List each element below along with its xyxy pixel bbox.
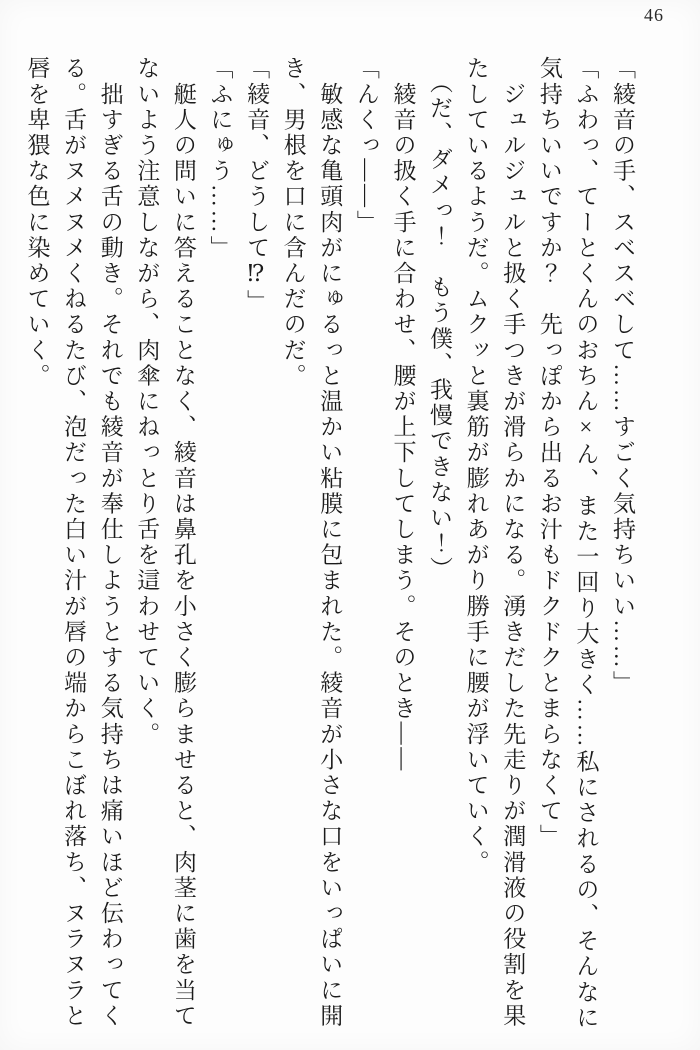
paragraph-dialogue: 「ふわっ、てーとくんのおちん×ん、また一回り大きく……私にされるの、そんなに気持ちいいですか？ 先っぽから出るお汁もドクドクとまらなくて」 <box>536 56 599 1031</box>
paragraph-dialogue: 「綾音の手、スベスベして……すごく気持ちいい……」 <box>610 56 635 696</box>
paragraph-inner-thought: （だ、ダメっ！ もう僕、我慢できない！） <box>427 56 453 583</box>
page-number: 46 <box>644 5 664 25</box>
paragraph-narration: ジュルジュルと扱く手つきが滑らかになる。湧きだした先走りが潤滑液の役割を果たしているようだ。ムクッと裏筋が膨れあがり勝手に腰が浮いていく。 <box>463 56 526 1029</box>
paragraph-dialogue: 「綾音、どうして⁉」 <box>244 56 270 315</box>
paragraph-narration: 綾音の扱く手に合わせ、腰が上下してしまう。そのとき―― <box>390 56 416 773</box>
paragraph-dialogue: 「んくっ――」 <box>353 56 379 236</box>
paragraph-narration: 艇人の問いに答えることなく、綾音は鼻孔を小さく膨らませると、肉茎に歯を当てないよう注意しながら、肉傘にねっとり舌を這わせていく。 <box>134 56 196 1029</box>
vertical-text-block <box>12 56 640 1036</box>
paragraph-dialogue: 「ふにゅう……」 <box>207 56 233 261</box>
paragraph-narration: 敏感な亀頭肉がにゅるっと温かい粘膜に包まれた。綾音が小さな口をいっぱいに開き、男根を口に含んだのだ。 <box>280 56 343 1029</box>
paragraph-narration: 拙すぎる舌の動き。それでも綾音が奉仕しようとする気持ちは痛いほど伝わってくる。舌がヌメヌメくねるたび、泡だった白い汁が唇の端からこぼれ落ち、ヌラヌラと唇を卑猥な色に染めていく。 <box>24 56 123 1029</box>
